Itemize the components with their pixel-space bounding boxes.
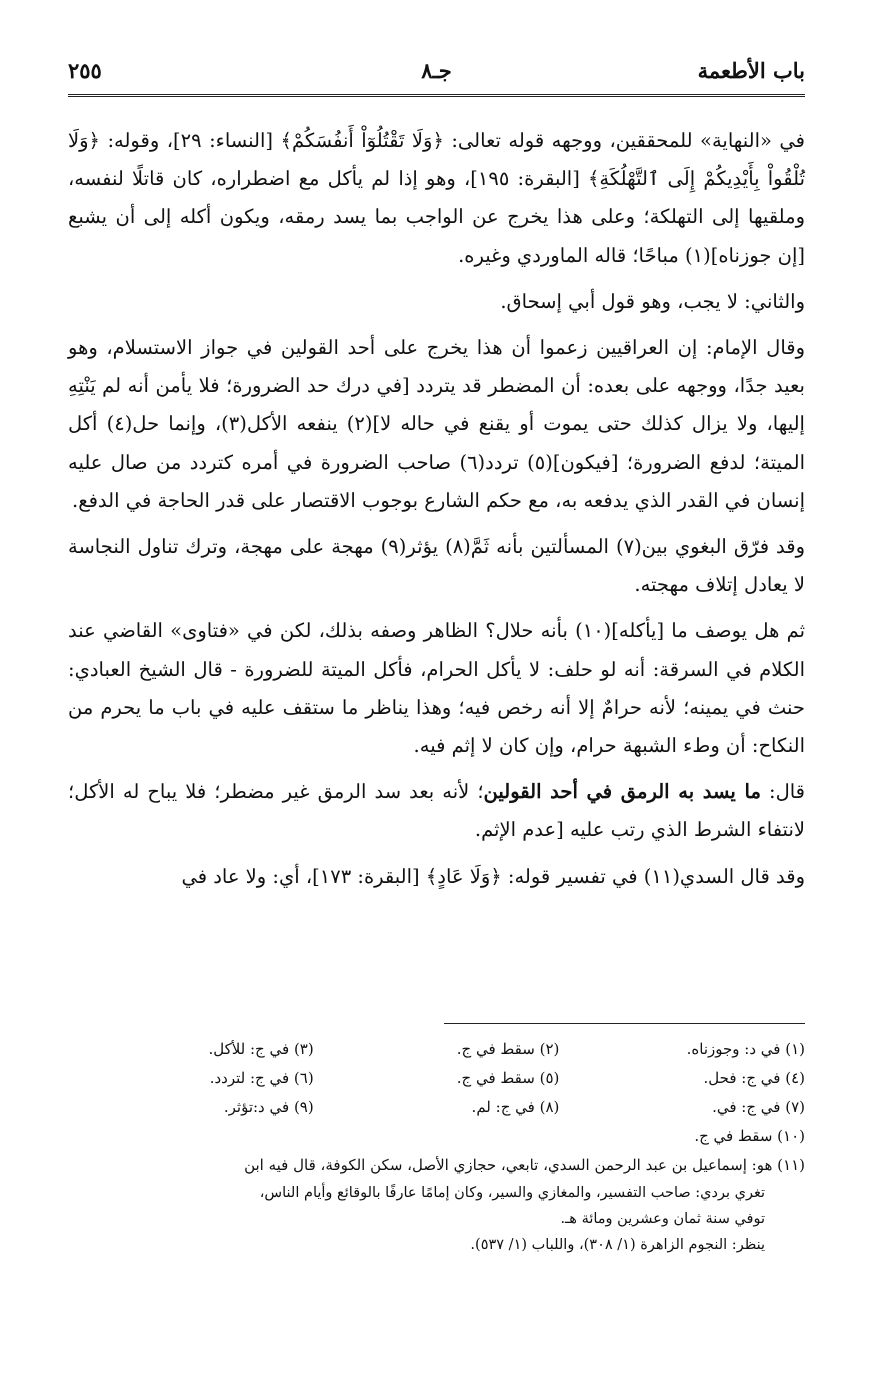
- running-header: [68, 58, 805, 92]
- paragraph: ثم هل يوصف ما [يأكله](١٠) بأنه حلال؟ الظاهر وصفه بذلك، لكن في «فتاوى» القاضي عند الكلام في السرقة: أنه لو حلف: لا يأكل الحرام، فأكل الميتة للضرورة - قال الشيخ العبادي: حنث في يمينه؛ لأنه حرامٌ إلا أنه رخص فيه؛ وهذا يناظر ما ستقف عليه في باب ما يحرم من النكاح: أن وطء الشبهة حرام، وإن كان لا إثم فيه.: [68, 619, 805, 758]
- rule-paragraph: [68, 773, 805, 849]
- footnote-row: [68, 1093, 805, 1122]
- rule-lead: قال:: [760, 780, 805, 804]
- footnote-continuation: تغري بردي: صاحب التفسير، والمغازي والسير، وكان إمامًا عارفًا بالوقائع وأيام الناس،: [259, 1185, 765, 1201]
- footnote-row: [68, 1035, 805, 1064]
- footnote-continuation: ينظر: النجوم الزاهرة (١/ ٣٠٨)، واللباب (١/ ٥٣٧).: [470, 1237, 765, 1253]
- footnote: (١١) هو: إسماعيل بن عبد الرحمن السدي، تابعي، حجازي الأصل، سكن الكوفة، قال فيه ابن: [244, 1156, 805, 1174]
- rule-rest: ؛ لأنه بعد سد الرمق غير مضطر؛ فلا يباح له الأكل؛ لانتفاء الشرط الذي رتب عليه [عدم الإثم.: [68, 780, 805, 842]
- footnote: (٣) في ج: للأكل.: [208, 1040, 314, 1058]
- footnote: (٧) في ج: في.: [712, 1098, 805, 1116]
- paragraph: وقال الإمام: إن العراقيين زعموا أن هذا يخرج على أحد القولين في جواز الاستسلام، وهو بعيد جدًا، ووجهه على بعده: أن المضطر قد يتردد [في درك حد الضرورة؛ فلا يأمن أنه لم يَنْتِهِ إليها، ولا يزال كذلك حتى يموت أو يقنع في حاله لا](٢) ينفعه الأكل(٣)، وإنما حل(٤) أكل الميتة؛ لدفع الضرورة؛ [فيكون](٥) تردد(٦) صاحب الضرورة في أمره كتردد من صال عليه إنسان في القدر الذي يدفعه به، مع حكم الشارع بوجوب الاقتصار على قدر الحاجة في الدفع.: [68, 336, 805, 512]
- paragraph: وقد فرّق البغوي بين(٧) المسألتين بأنه ثَمَّ(٨) يؤثر(٩) مهجة على مهجة، وترك تناول النجاسة لا يعادل إتلاف مهجته.: [68, 535, 806, 597]
- footnote: (٥) سقط في ج.: [456, 1069, 560, 1087]
- volume-label: جـ٨: [421, 58, 452, 83]
- footnote-continuation: توفي سنة ثمان وعشرين ومائة هـ.: [560, 1211, 765, 1227]
- footnote: (١) في د: وجوزناه.: [686, 1040, 805, 1058]
- footnote-rule: [444, 1023, 805, 1024]
- paragraph: في «النهاية» للمحققين، ووجهه قوله تعالى: ﴿وَلَا تَقْتُلُوٓاْ أَنفُسَكُمْ﴾ [النساء: ٢٩]، وقوله: ﴿وَلَا تُلْقُواْ بِأَيْدِيكُمْ إِلَى ٱلتَّهْلُكَةِ﴾ [البقرة: ١٩٥]، وهو إذا لم يأكل مع اضطراره، كان قاتلًا لنفسه، وملقيها إلى التهلكة؛ وعلى هذا يخرج عن الواجب بما يسد رمقه، ويكون أكله إلى أن يشبع [إن جوزناه](١) مباحًا؛ قاله الماوردي وغيره.: [68, 129, 805, 267]
- footnotes: [68, 1035, 805, 1258]
- footnote: (٤) في ج: فحل.: [703, 1069, 805, 1087]
- footnote: (٨) في ج: لم.: [471, 1098, 560, 1116]
- page-number: ٢٥٥: [68, 58, 102, 83]
- paragraph: وقد قال السدي(١١) في تفسير قوله: ﴿وَلَا عَادٍ﴾ [البقرة: ١٧٣]، أي: ولا عاد في: [181, 864, 805, 888]
- footnote: (٩) في د:تؤثر.: [223, 1098, 314, 1116]
- footnote: (٢) سقط في ج.: [456, 1040, 560, 1058]
- main-text: [68, 122, 805, 904]
- rule-bold-text: ما يسد به الرمق في أحد القولين: [483, 780, 761, 804]
- header-rule: [68, 94, 805, 97]
- chapter-title: باب الأطعمة: [697, 58, 805, 83]
- footnote-row: [68, 1064, 805, 1093]
- paragraph: والثاني: لا يجب، وهو قول أبي إسحاق.: [500, 289, 805, 313]
- footnote: (١٠) سقط في ج.: [694, 1127, 805, 1145]
- footnote: (٦) في ج: لتردد.: [209, 1069, 314, 1087]
